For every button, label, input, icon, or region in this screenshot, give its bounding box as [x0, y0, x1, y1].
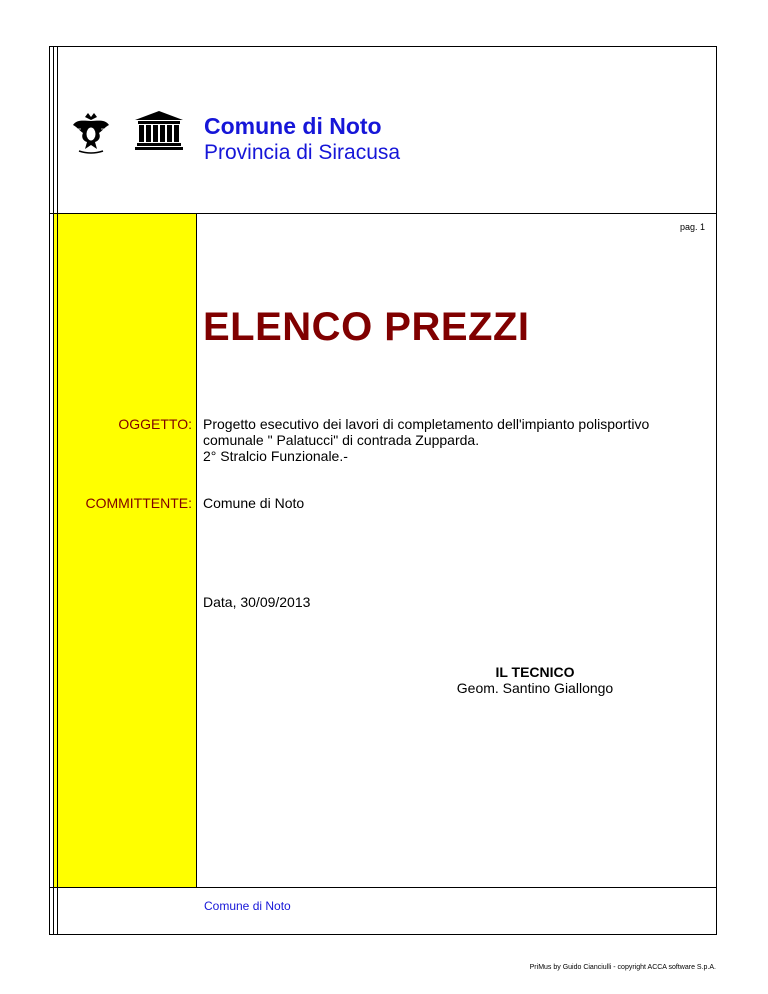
- document-title: ELENCO PREZZI: [203, 305, 530, 349]
- page-number: pag. 1: [679, 222, 705, 232]
- tecnico-name: Geom. Santino Giallongo: [456, 680, 614, 696]
- committente-label: COMMITTENTE:: [85, 495, 192, 511]
- committente-value: Comune di Noto: [203, 495, 305, 511]
- noto-coat-of-arms-icon: [71, 111, 111, 155]
- software-credit: PriMus by Guido Cianciulli - copyright ACCA software S.p.A.: [529, 964, 716, 971]
- footer-divider-line: [50, 887, 716, 888]
- oggetto-label: OGGETTO:: [118, 416, 192, 432]
- frame-double-line: [57, 47, 58, 934]
- header-divider-line: [50, 213, 716, 214]
- provincia-subtitle: Provincia di Siracusa: [204, 141, 401, 164]
- oggetto-line: 2° Stralcio Funzionale.-: [203, 448, 348, 464]
- sidebar-divider-line: [196, 213, 197, 888]
- oggetto-line: comunale " Palatucci" di contrada Zupparda.: [203, 432, 480, 448]
- comune-title: Comune di Noto: [204, 113, 382, 139]
- footer-comune: Comune di Noto: [204, 899, 291, 913]
- date-text: Data, 30/09/2013: [203, 594, 311, 610]
- oggetto-value: [203, 416, 649, 464]
- oggetto-line: Progetto esecutivo dei lavori di completamento dell'impianto polisportivo: [203, 416, 650, 432]
- unesco-logo-icon: [134, 110, 184, 150]
- page-frame: [49, 46, 717, 935]
- frame-double-line: [53, 47, 54, 934]
- tecnico-title: IL TECNICO: [495, 664, 575, 680]
